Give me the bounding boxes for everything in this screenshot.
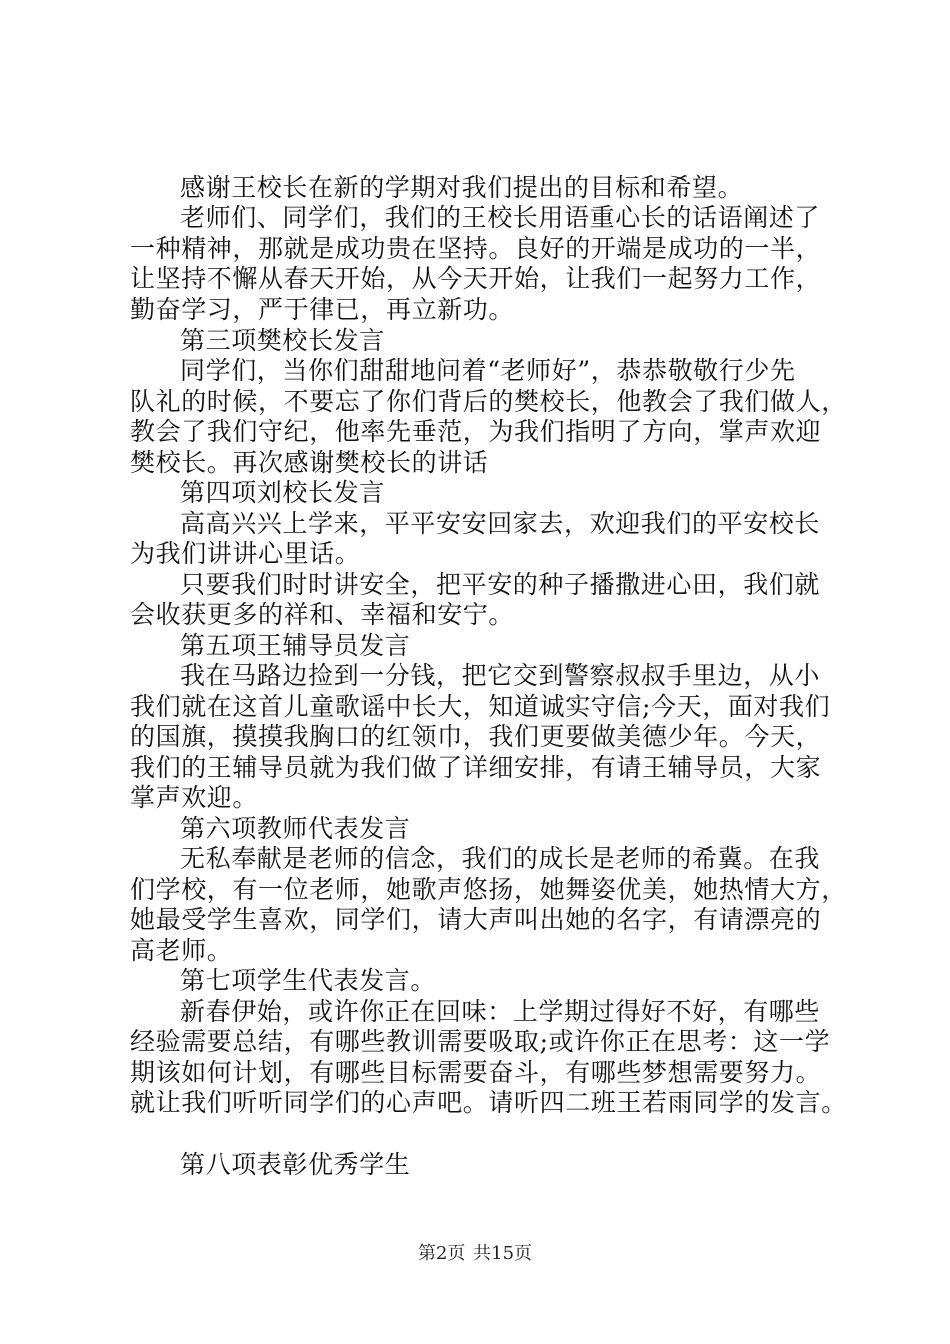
section-heading: 第八项表彰优秀学生: [180, 1150, 411, 1179]
paragraph-line: 我们的王辅导员就为我们做了详细安排，有请王辅导员，大家: [130, 753, 822, 782]
page-footer: [0, 1240, 950, 1268]
page-total: 共15页: [473, 1243, 533, 1264]
paragraph-line: 们学校，有一位老师，她歌声悠扬，她舞姿优美，她热情大方，: [130, 875, 847, 904]
paragraph-line: 只要我们时时讲安全，把平安的种子播撒进心田，我们就: [180, 570, 821, 599]
paragraph-line: 的国旗，摸摸我胸口的红领巾，我们更要做美德少年。今天，: [130, 722, 822, 751]
paragraph-line: 就让我们听听同学们的心声吧。请听四二班王若雨同学的发言。: [130, 1088, 847, 1117]
page-number: 第2页: [417, 1243, 466, 1264]
paragraph-line: 队礼的时候，不要忘了你们背后的樊校长，他教会了我们做人，: [130, 387, 847, 416]
paragraph-line: 一种精神，那就是成功贵在坚持。良好的开端是成功的一半，: [130, 234, 822, 263]
paragraph-line: 掌声欢迎。: [130, 783, 259, 812]
paragraph-line: 感谢王校长在新的学期对我们提出的目标和希望。: [180, 173, 744, 202]
paragraph-line: 老师们、同学们，我们的王校长用语重心长的话语阐述了: [180, 203, 821, 232]
paragraph-line: 教会了我们守纪，他率先垂范，为我们指明了方向，掌声欢迎: [130, 417, 822, 446]
section-heading: 第三项樊校长发言: [180, 326, 385, 355]
section-heading: 第五项王辅导员发言: [180, 631, 411, 660]
paragraph-line: 樊校长。再次感谢樊校长的讲话: [130, 448, 489, 477]
paragraph-line: 新春伊始，或许你正在回味：上学期过得好不好，有哪些: [180, 997, 821, 1026]
section-heading: 第七项学生代表发言。: [180, 966, 437, 995]
paragraph-line: 我们就在这首儿童歌谣中长大，知道诚实守信;今天，面对我们: [130, 692, 831, 721]
paragraph-line: 会收获更多的祥和、幸福和安宁。: [130, 600, 515, 629]
paragraph-line: 无私奉献是老师的信念，我们的成长是老师的希冀。在我: [180, 844, 821, 873]
paragraph-line: 期该如何计划，有哪些目标需要奋斗，有哪些梦想需要努力。: [130, 1058, 822, 1087]
paragraph-line: 为我们讲讲心里话。: [130, 539, 361, 568]
paragraph-line: 勤奋学习，严于律已，再立新功。: [130, 295, 515, 324]
paragraph-line: 她最受学生喜欢，同学们，请大声叫出她的名字，有请漂亮的: [130, 905, 822, 934]
paragraph-line: 高高兴兴上学来，平平安安回家去，欢迎我们的平安校长: [180, 509, 821, 538]
section-heading: 第四项刘校长发言: [180, 478, 385, 507]
paragraph-line: 高老师。: [130, 936, 233, 965]
paragraph-line: 让坚持不懈从春天开始，从今天开始，让我们一起努力工作，: [130, 264, 822, 293]
paragraph-line: 经验需要总结，有哪些教训需要吸取;或许你正在思考：这一学: [130, 1027, 831, 1056]
paragraph-line: 我在马路边捡到一分钱，把它交到警察叔叔手里边，从小: [180, 661, 821, 690]
paragraph-line: 同学们，当你们甜甜地问着“老师好”，恭恭敬敬行少先: [180, 356, 796, 385]
section-heading: 第六项教师代表发言: [180, 814, 411, 843]
